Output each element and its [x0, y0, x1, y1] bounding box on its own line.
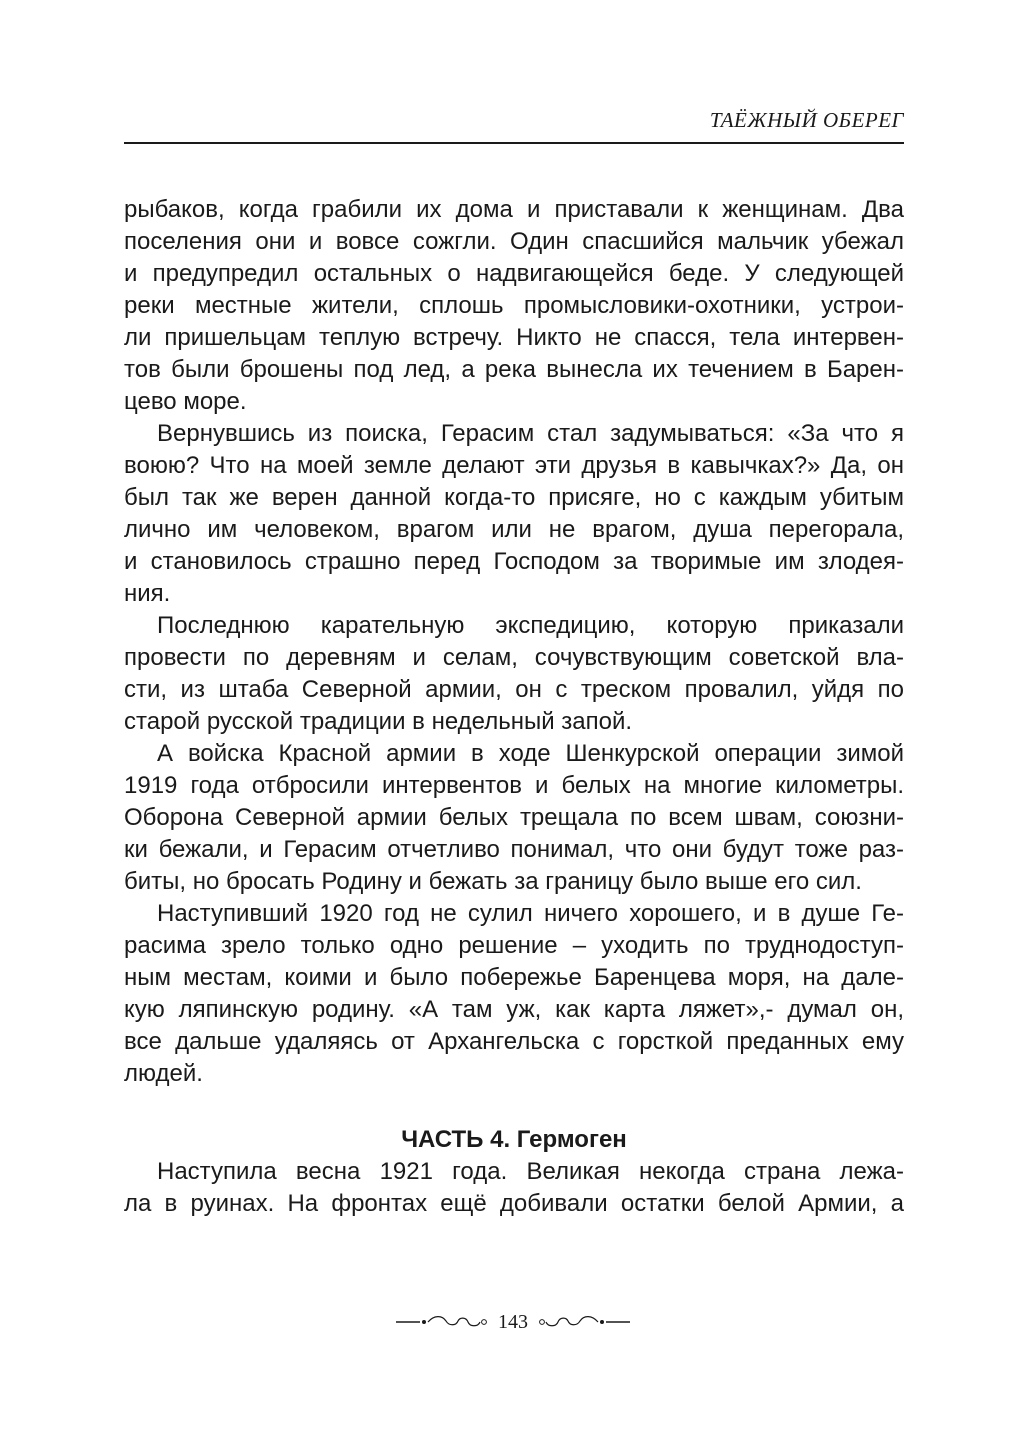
text-line: ла в руинах. На фронтах ещё добивали остатки белой Армии, а [124, 1190, 904, 1217]
text-line: ки бежали, и Герасим отчетливо понимал, что они будут тоже раз- [124, 836, 904, 863]
text-line: ли пришельцам теплую встречу. Никто не спасся, тела интервен- [124, 324, 904, 351]
text-line: ным местам, коими и было побережье Баренцева моря, на дале- [124, 964, 904, 991]
text-line: ния. [124, 580, 171, 607]
text-line: А войска Красной армии в ходе Шенкурской операции зимой [157, 740, 904, 767]
page-body [124, 194, 904, 1220]
text-line: расима зрело только одно решение – уходить по труднодоступ- [124, 932, 904, 959]
header-rule [124, 142, 904, 144]
text-line: лично им человеком, врагом или не врагом, душа перегорала, [124, 516, 904, 543]
text-line: Вернувшись из поиска, Герасим стал задумываться: «За что я [157, 420, 904, 447]
text-line: Оборона Северной армии белых трещала по всем швам, союзни- [124, 804, 904, 831]
text-line: все дальше удаляясь от Архангельска с горсткой преданных ему [124, 1028, 904, 1055]
text-line: биты, но бросать Родину и бежать за границу было выше его сил. [124, 868, 862, 895]
text-line: Наступивший 1920 год не сулил ничего хорошего, и в душе Ге- [157, 900, 904, 927]
text-line: реки местные жители, сплошь промысловики-охотники, устрои- [124, 292, 904, 319]
text-line: сти, из штаба Северной армии, он с треском провалил, уйдя по [124, 676, 904, 703]
text-line: старой русской традиции в недельный запой. [124, 708, 633, 735]
text-line: поселения они и вовсе сожгли. Один спасшийся мальчик убежал [124, 228, 904, 255]
page-number: 143 [498, 1310, 528, 1333]
chapter-heading: ЧАСТЬ 4. Гермоген [401, 1126, 627, 1153]
text-line: цево море. [124, 388, 247, 415]
text-line: и становилось страшно перед Господом за творимые им злодея- [124, 548, 904, 575]
page-footer [0, 1310, 1026, 1334]
text-line: и предупредил остальных о надвигающейся беде. У следующей [124, 260, 904, 287]
left-flourish-icon [394, 1313, 489, 1331]
text-line: людей. [124, 1060, 203, 1087]
text-line: был так же верен данной когда-то присяге, но с каждым убитым [124, 484, 904, 511]
text-line: провести по деревням и селам, сочувствующим советской вла- [124, 644, 904, 671]
text-line: рыбаков, когда грабили их дома и приставали к женщинам. Два [124, 196, 904, 223]
text-line: тов были брошены под лед, а река вынесла их течением в Барен- [124, 356, 904, 383]
right-flourish-icon [537, 1313, 632, 1331]
text-line: кую ляпинскую родину. «А там уж, как карта ляжет»,- думал он, [124, 996, 904, 1023]
running-header: ТАЁЖНЫЙ ОБЕРЕГ [709, 108, 904, 132]
text-line: 1919 года отбросили интервентов и белых на многие километры. [124, 772, 904, 799]
text-line: воюю? Что на моей земле делают эти друзья в кавычках?» Да, он [124, 452, 904, 479]
text-line: Последнюю карательную экспедицию, которую приказали [157, 612, 904, 639]
text-line: Наступила весна 1921 года. Великая некогда страна лежа- [157, 1158, 904, 1185]
